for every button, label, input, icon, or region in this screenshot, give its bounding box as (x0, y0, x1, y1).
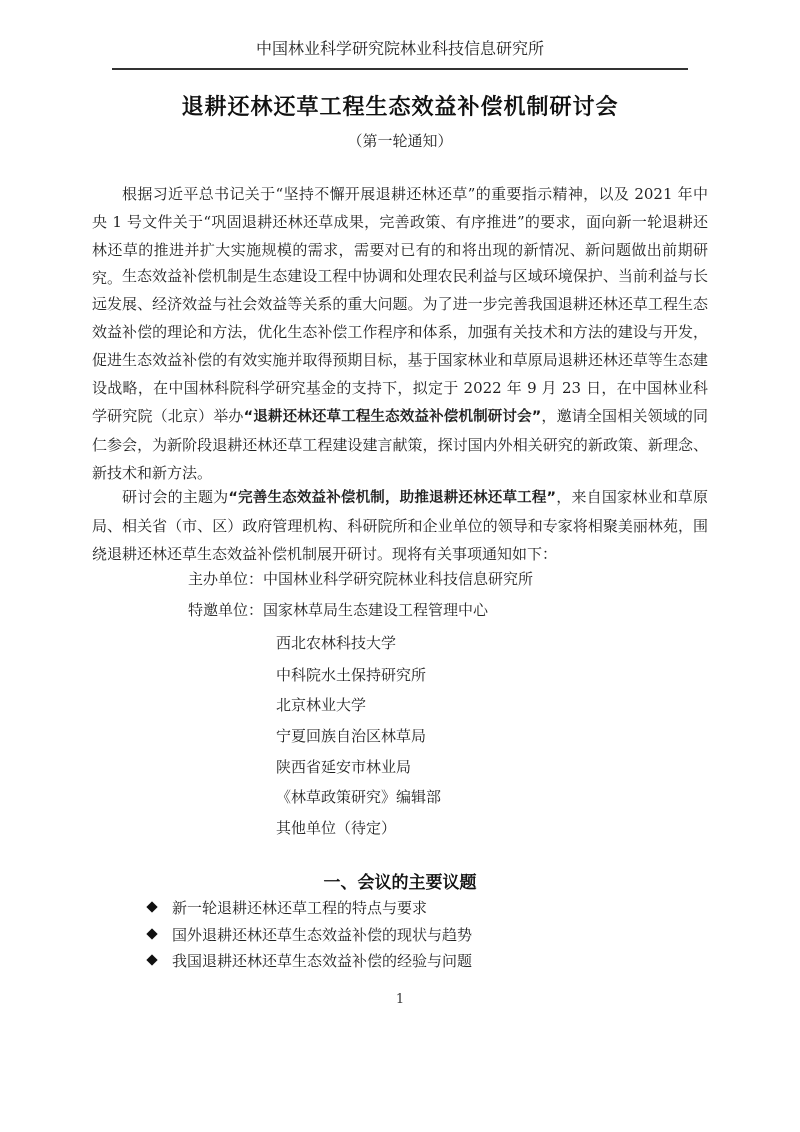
paragraph-background-text-a: 生态效益补偿机制是生态建设工程中协调和处理农民利益与区域环境保护、当前利益与长远发展、经济效益与社会效益等关系的重大问题。为了进一步完善我国退耕还林还草工程生态效益补偿的理论和方法，优化生态补偿工作程序和体系，加强有关技术和方法的建设与开发，促进生态效益补偿的有效实施并取得预期目标，基于国家林业和草原局退耕还林还草等生态建设战略，在中国林科院科学研究基金的支持下，拟定于 2022 年 9 月 23 日，在中国林业科学研究院（北京）举办 (92, 267, 708, 425)
paragraph-intro: 根据习近平总书记关于“坚持不懈开展退耕还林还草”的重要指示精神，以及 2021 年中央 1 号文件关于“巩固退耕还林还草成果，完善政策、有序推进”的要求，面向新一轮退耕还林还草的推进并扩大实施规模的需求，需要对已有的和将出现的新情况、新问题做出前期研究。 (92, 185, 708, 287)
topic-item (148, 897, 427, 918)
host-label: 主办单位： (188, 570, 264, 588)
paragraph-background (92, 262, 708, 487)
invited-unit: 北京林业大学 (276, 696, 367, 714)
page-number: 1 (395, 992, 405, 1007)
invited-label: 特邀单位： (188, 601, 264, 619)
invited-unit: 西北农林科技大学 (276, 634, 397, 652)
invited-unit: 国家林草局生态建设工程管理中心 (263, 601, 489, 619)
host-value: 中国林业科学研究院林业科技信息研究所 (263, 570, 534, 588)
document-title: 退耕还林还草工程生态效益补偿机制研讨会 (181, 95, 619, 120)
paragraph-background-text-b: ，邀请全国相关领域的同仁参会，为新阶段退耕还林还草工程建设建言献策，探讨国内外相关研究的新政策、新理念、新技术和新方法。 (92, 407, 708, 482)
topic-text: 国外退耕还林还草生态效益补偿的现状与趋势 (172, 926, 473, 944)
diamond-bullet-icon (146, 954, 157, 965)
diamond-bullet-icon (146, 901, 157, 912)
paragraph-theme-bold: “完善生态效益补偿机制，助推退耕还林还草工程” (228, 490, 557, 506)
topic-text: 我国退耕还林还草生态效益补偿的经验与问题 (172, 952, 473, 970)
section-heading: 一、会议的主要议题 (323, 873, 477, 893)
invited-unit: 陕西省延安市林业局 (276, 758, 412, 776)
topic-item (148, 924, 472, 945)
page-header: 中国林业科学研究院林业科技信息研究所 (255, 39, 544, 58)
paragraph-background-bold: “退耕还林还草工程生态效益补偿机制研讨会” (243, 409, 542, 425)
invited-unit: 其他单位（待定） (276, 819, 397, 837)
invited-unit: 中科院水土保持研究所 (276, 666, 427, 684)
topic-text: 新一轮退耕还林还草工程的特点与要求 (172, 899, 428, 917)
document-subtitle: （第一轮通知） (347, 132, 453, 150)
paragraph-theme-text-a: 研讨会的主题为 (122, 488, 229, 506)
invited-unit: 《林草政策研究》编辑部 (276, 788, 442, 806)
topic-item (148, 950, 472, 971)
host-row (188, 568, 533, 589)
diamond-bullet-icon (146, 928, 157, 939)
invited-unit: 宁夏回族自治区林草局 (276, 727, 427, 745)
paragraph-theme-text-b: ，来自国家林业和草原局、相关省（市、区）政府管理机构、科研院所和企业单位的领导和专家将相聚美丽林苑，围绕退耕还林还草生态效益补偿机制展开研讨。现将有关事项通知如下： (92, 488, 708, 563)
header-rule (112, 68, 688, 70)
invited-row (188, 599, 488, 620)
paragraph-theme (92, 483, 708, 568)
